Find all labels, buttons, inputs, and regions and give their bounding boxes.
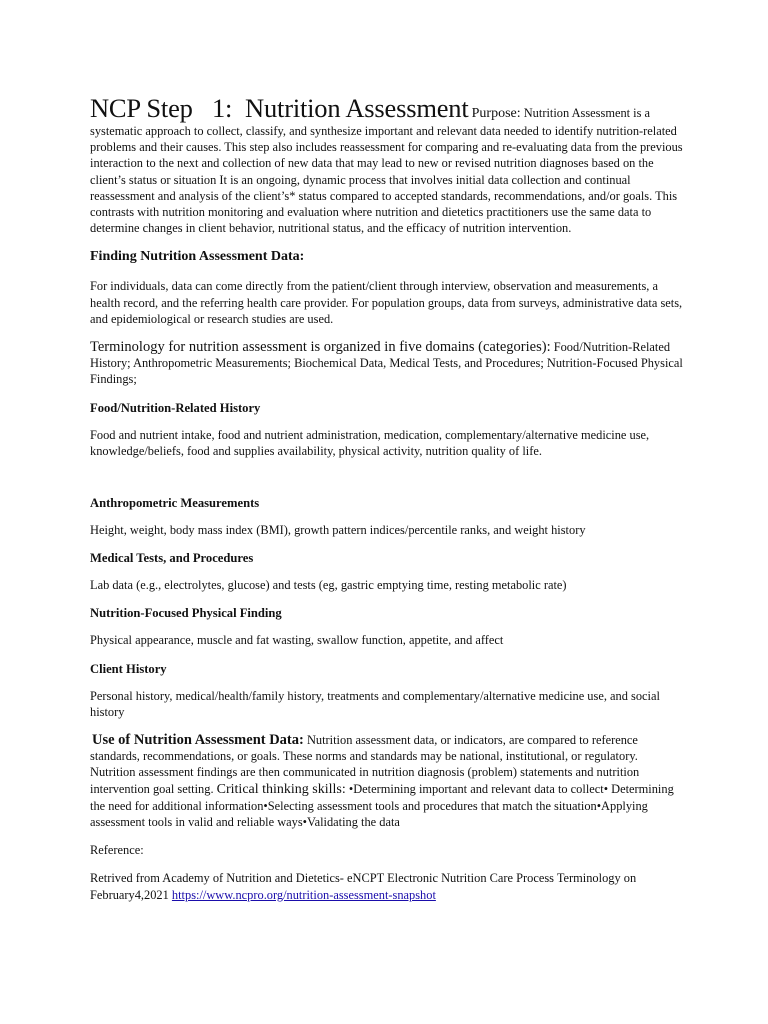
- finding-heading: Finding Nutrition Assessment Data:: [90, 249, 305, 265]
- domain-text-anthropometric: Height, weight, body mass index (BMI), growth pattern indices/percentile ranks, and weight history: [90, 523, 586, 538]
- reference-label: Reference:: [90, 843, 144, 858]
- domain-text-food: Food and nutrient intake, food and nutrient administration, medication, complementary/alternative medicine use, knowledge/beliefs, food and supplies availability, physical activity, nutrition quality of life.: [90, 427, 650, 458]
- spacer: [90, 471, 684, 495]
- terminology-paragraph: [90, 339, 684, 388]
- domain-heading-food: Food/Nutrition-Related History: [90, 400, 261, 415]
- use-paragraph: [90, 732, 684, 830]
- reference-link[interactable]: https://www.ncpro.org/nutrition-assessment-snapshot: [171, 887, 436, 902]
- domain-heading-medical: Medical Tests, and Procedures: [90, 551, 254, 566]
- domain-text-client: Personal history, medical/health/family history, treatments and complementary/alternative medicine use, and social history: [90, 688, 660, 719]
- terminology-lead: Terminology for nutrition assessment is organized in five domains (categories):: [90, 339, 551, 356]
- purpose-text: Nutrition Assessment is a systematic approach to collect, classify, and synthesize important and relevant data needed to identify nutrition-related problems and their causes. This step also includes reassessment for comparing and re-evaluating data from the previous interaction to the next and collection of new data that may lead to new or revised nutrition diagnoses based on the client’s status or situation It is an ongoing, dynamic process that involves initial data collection and continual reassessment and analysis of the client’s* status compared to accepted standards, recommendations, and/or goals. This contrasts with nutrition monitoring and evaluation where nutrition and dietetics practitioners use the same data to determine changes in client behavior, nutritional status, and the efficacy of nutrition intervention.: [90, 106, 683, 236]
- critical-thinking-text: •Determining important and relevant data to collect• Determining the need for additional information•Selecting assessment tools and procedures that match the situation•Applying assessment tools in valid and reliable ways•Validating the data: [90, 781, 674, 830]
- domain-text-medical: Lab data (e.g., electrolytes, glucose) and tests (eg, gastric emptying time, resting metabolic rate): [90, 578, 567, 593]
- use-heading: Use of Nutrition Assessment Data:: [92, 732, 304, 749]
- domain-heading-client: Client History: [90, 661, 167, 676]
- document-page: [90, 93, 684, 915]
- use-text: Nutrition assessment data, or indicators, are compared to reference standards, recommendations, or goals. These norms and standards may be national, institutional, or regulatory. Nutrition assessment findings are then communicated in nutrition diagnosis (problem) statements and nutrition intervention goal setting.: [90, 733, 640, 796]
- domain-heading-physical: Nutrition-Focused Physical Finding: [90, 606, 282, 621]
- reference-text: Retrived from Academy of Nutrition and Dietetics- eNCPT Electronic Nutrition Care Process Terminology on February4,2021: [90, 871, 637, 902]
- domain-text-physical: Physical appearance, muscle and fat wasting, swallow function, appetite, and affect: [90, 633, 504, 648]
- critical-thinking-label: Critical thinking skills:: [216, 781, 346, 797]
- purpose-label: Purpose:: [471, 106, 521, 121]
- page-title: NCP Step 1: Nutrition Assessment: [90, 93, 469, 123]
- domain-heading-anthropometric: Anthropometric Measurements: [90, 496, 260, 511]
- terminology-domains: Food/Nutrition-Related History; Anthropometric Measurements; Biochemical Data, Medical Tests, and Procedures; Nutrition-Focused Physical Findings;: [90, 340, 683, 387]
- reference-paragraph: [90, 870, 684, 902]
- title-paragraph: [90, 93, 684, 236]
- finding-text: For individuals, data can come directly from the patient/client through interview, observation and measurements, a health record, and the referring health care provider. For population groups, data from surveys, administrative data sets, and epidemiological or research studies are used.: [90, 279, 683, 326]
